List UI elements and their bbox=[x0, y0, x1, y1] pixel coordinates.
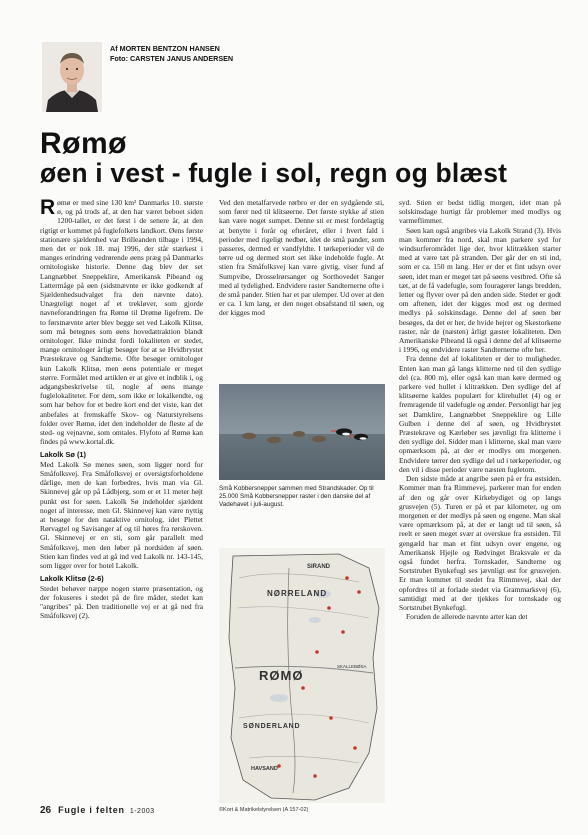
map-label-sirand: SIRAND bbox=[307, 564, 331, 570]
text-column-3 bbox=[399, 198, 561, 621]
paragraph-col3-5: Foruden de allerede nævnte arter kan det bbox=[406, 612, 528, 622]
byline bbox=[110, 44, 233, 64]
paragraph-column-2: Ved den metalfarvede rørbro er der en sydgående sti, som fører ned til klitsøerne. Det første stykke af stien kan være noget sumpet. Denne sti er mest fordelagtig at benytte i forår og efteråret, eller i hvert fald i perioder med rigeligt nedbør, idet de små pander, som passeres, dermed er vandfyldte. I tørkeperioder vil de tørre ud og dermed stort set ikke indeholde fugle. At stien fra Småfolksvej kan være givtig, viser fund af Sumpvibe, Drosselrørsanger og Sorthovedet Sanger med al tydelighed. Endvidere raster Sandternerne ofte i de små pander. Stien har et par ulemper. Ud over at den er ca. 1 km lang, er den noget obsafstand til søen, og der kigges mod bbox=[219, 198, 385, 318]
romo-map bbox=[219, 548, 385, 803]
romo-map-image bbox=[219, 548, 385, 803]
paragraph-col3-3: Fra denne del af lokaliteten er der to muligheder. Enten kan man gå langs klitterne ned til den sydlige del (ca. 800 m), eller også kan man køre dermed og parkere ved hullet i klitrækken. Den sydlige del af klitsøerne kaldes populært for klirehullet (4) og er fremragende til vadefugle og ænder. Personligt har jeg set Damklire, Langnæbbet Sneppeklire og Lille Gulben i denne del af søen, og Hvidbrystet Præstekrave og Kærløber ses jævnligt fra klitterne i den sydlige del. Sidder man i klitterne, skal man være opmærksom på, at der er modlys om morgenen. Endvidere tørrer den sydlige del ud i tørkeperioder, og den vil i disse perioder være næsten fugletom. bbox=[399, 354, 561, 474]
issue-number: 1-2003 bbox=[129, 808, 155, 815]
intro-text: ømø er med sine 130 km² Danmarks 10. største ø, og på trods af, at den har været beboet siden 1200-tallet, er det først i de senere år, at den rigtigt er kommet på fuglefolkets landkort. Øens første stationære sjældenhed var Brilleanden tilbage i 1994, men det er nok 18. maj 1996, der står stærkest i manges erindring vedrørende øens præg på Danmarks ornitologiske historie. Denne dag blev der set Langnæbbet Sneppeklire, Amerikansk Pibeand og Lattermåge på øen (sidstnævnte er ikke godkendt af Sjældenhedsudvalget fra den nævnte dato). Unægteligt noget af et trekløver, som gjorde navneforandringen fra Rømø til Drømø ligefrem. De to førstnævnte arter blev begge set ved Lakolk Klitsø, som må betegnes som øens hovedattraktion blandt ornitologer. Ikke mindst fordi lokaliteten er stedet, mange ornitologer årligt besøger for at se Hvidbrystet Præstekrave og Sandterne. Ofte besøger ornitologer kun Lakolk Klitsø, men øens potentiale er meget større. Formålet med artiklen er at give et indblik i, og adgangsbeskrivelse til, nogle af øens mange fuglelokaliteter. For dem, som ikke er lokalkendte, og som har behov for et bedre kort end det viste, kan det anbefales at fremskaffe Skov- og Naturstyrelsens folder over Rømø, idet den indeholder de fleste af de sted- og vejnavne, som omtales. Flyfoto af Rømø kan findes på www.kortal.dk. bbox=[40, 198, 203, 447]
section-heading-lakolk-klitso: Lakolk Klitsø (2-6) bbox=[40, 574, 104, 584]
photo-credit: Foto: CARSTEN JANUS ANDERSEN bbox=[110, 54, 234, 63]
author-credit: Af MORTEN BENTZON HANSEN bbox=[110, 44, 220, 53]
section-heading-lakolk-so: Lakolk Sø (1) bbox=[40, 450, 86, 460]
page-footer bbox=[40, 805, 155, 816]
map-label-romo: RØMØ bbox=[259, 668, 304, 683]
bird-photo-image bbox=[219, 384, 385, 480]
author-portrait bbox=[42, 42, 102, 112]
photo-caption: Små Kobbersnepper sammen med Strandskader. Op til 25.000 Små Kobbersnepper raster i den danske del af Vadehavet i juli-august. bbox=[219, 485, 374, 509]
map-label-sonderland: SØNDERLAND bbox=[243, 723, 301, 730]
article-title: Rømø bbox=[40, 127, 127, 160]
paragraph-col3-1: syd. Stien er bedst tidlig morgen, idet man på solskinsdage hurtigt får problemer med modlys og varmeflimmer. bbox=[399, 198, 561, 226]
text-column-1 bbox=[40, 198, 203, 620]
paragraph-lakolk-so: Med Lakolk Sø menes søen, som ligger nord for Småfolksvej. Fra Småfolksvej er oversigtsforholdene dårlige, men de kan forbedres, hvis man via Gl. Skinnevej går op på Lådbjerg, som er et 11 meter højt punkt øst for søen. Lakolk Sø indeholder sjældent noget af interesse, men Gl. Skinnevej kan være nyttig at besøge for den nataktive ornitolog, idet Plettet Rørvagtel og Savisanger af og til høres fra rørskoven. Gl. Skinnevej er en sti, som går parallelt med Småfolksvej, men den løber på nordsiden af søen. Stien kan findes ved at gå ind ved Lakolk nr. 143-145, som ligger over for hotel Lakolk. bbox=[40, 459, 203, 571]
paragraph-col3-4: Den sidste måde at angribe søen på er fra østsiden. Kommer man fra Rimmevej, parkerer man for enden af den og går over Kirkebydiget og op langs grusvejen (5). Turen er på et par kilometer, og om morgenen er der medlys på søen og engene. Man skal være opmærksom på, at der er langt ud til søen, så reelt er søen meget svær at overskue fra østsiden. Til gengæld har man et fint udsyn over engene, og Amerikansk Hjejle og Rødvinget Braksvale er da også fundet herfra. Tornskader, Sandterne og Sortstrubet Bynkefugl ses jævnligt øst for grusvejen. Er man kommet til stedet fra Rimmevej, skal der opfordres til at forlade stedet via Grammarksvej (6), samtidigt med at der tjekkes for tornskade og Sortstrubet Bynkefugl. bbox=[399, 474, 561, 612]
paragraph-lakolk-klitso: Stedet behøver næppe nogen større præsentation, og der fokuseres i stedet på de fire måder, stedet kan "angribes" på. Den traditionelle vej er at gå ned fra Småfolksvej (2). bbox=[40, 583, 203, 621]
bird-photo bbox=[219, 384, 385, 480]
drop-cap: R bbox=[40, 196, 56, 219]
paragraph-col3-2: Søen kan også angribes via Lakolk Strand (3). Hvis man kommer fra nord, skal man parkere syd for windsurferområdet lige der, hvor klitrækken starter med at være tæt på stranden. Der går der en sti ind, som er ca. 150 m lang. Her er der et fint udsyn over søen, idet man er meget tæt på søens vestbred. Ofte så tæt, at de få vadefugle, som fouragerer langs bredden, letter og flyver over på den anden side. Stedet er godt om aftenen, idet der kigges mod øst og dermed medlys på solskinsdage. Denne del af søen bør besøges, da det er her, de hvide hejrer og Skestorkene raster, når de (næsten) årligt gæster lokaliteten. Den Amerikanske Pibeand lå også i denne del af klitsøerne i 1996, og endvidere raster Sandternerne ofte her. bbox=[399, 225, 561, 355]
article-subtitle: øen i vest - fugle i sol, regn og blæst bbox=[40, 158, 508, 188]
intro-paragraph bbox=[40, 198, 203, 446]
map-label-havsand: HAVSAND bbox=[251, 766, 278, 772]
map-credit: ©Kort & Matrikelstyrelsen (A 157-02) bbox=[219, 807, 309, 813]
text-column-2 bbox=[219, 198, 384, 318]
author-portrait-image bbox=[42, 42, 102, 112]
map-label-skallebo: SKALLEBØSA bbox=[337, 664, 367, 669]
map-label-norreland: NØRRELAND bbox=[267, 589, 328, 598]
magazine-name: Fugle i felten bbox=[58, 805, 125, 815]
page-number: 26 bbox=[40, 805, 52, 816]
